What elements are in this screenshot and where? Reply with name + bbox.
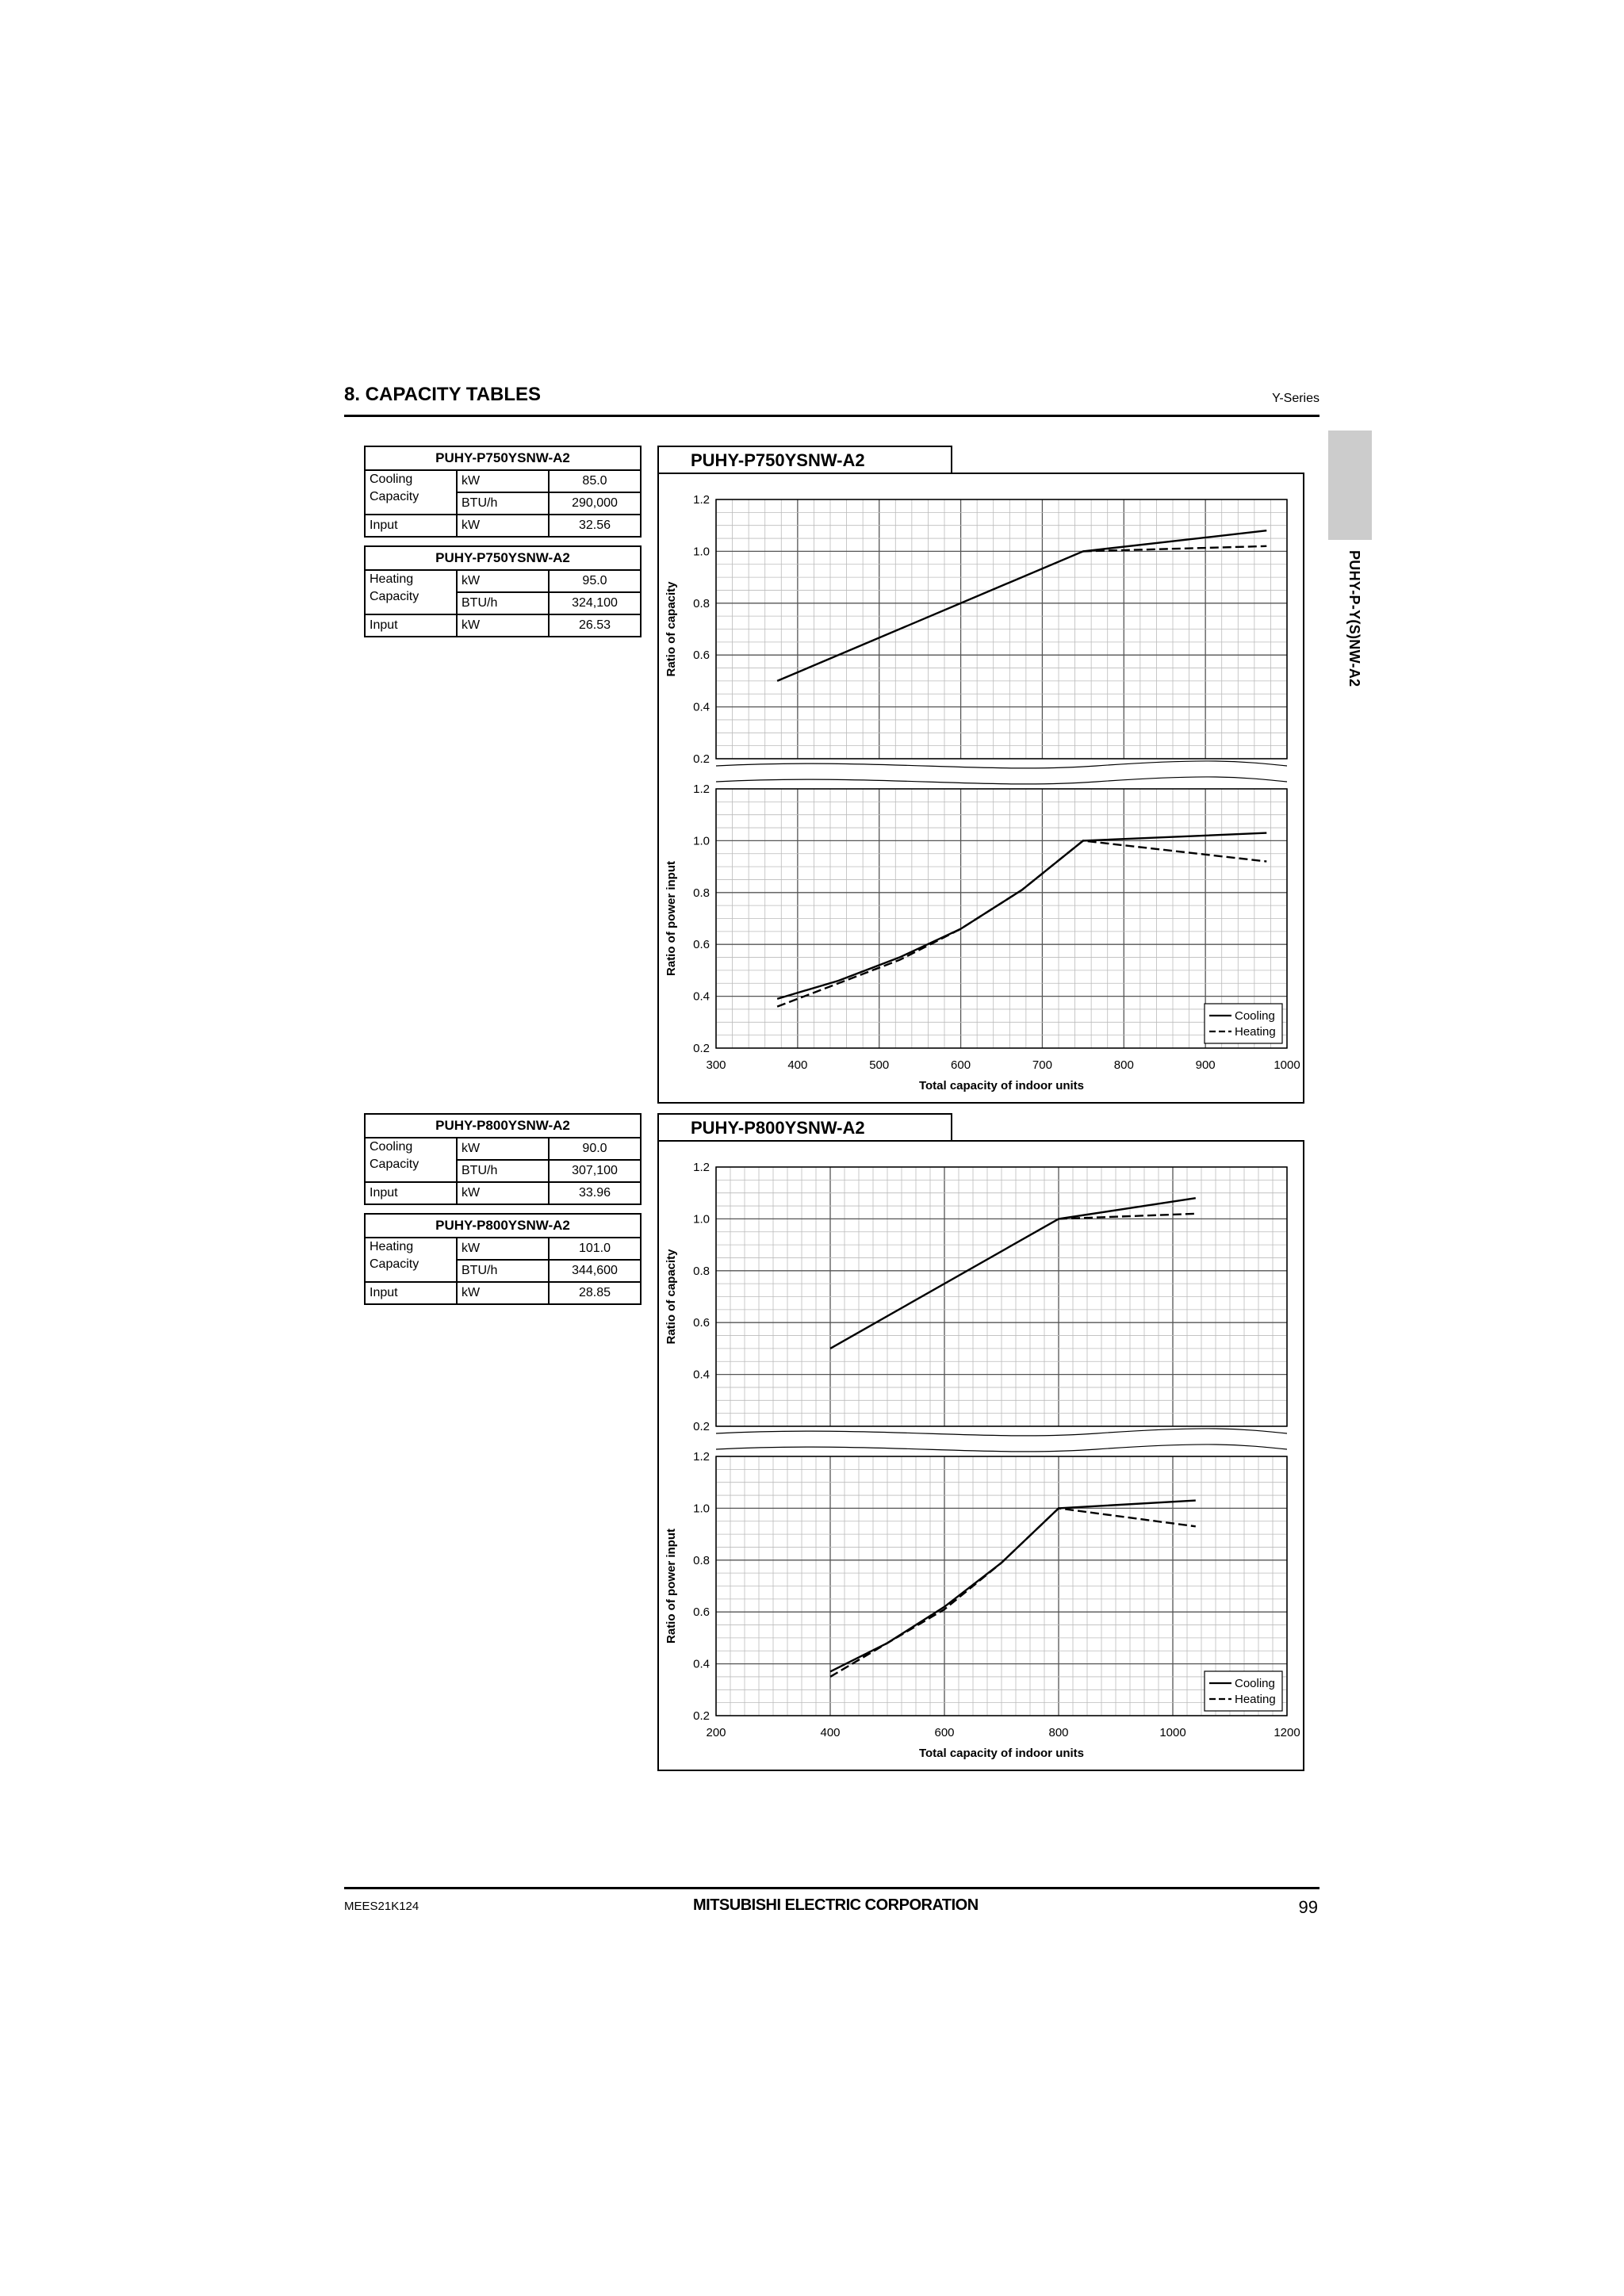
corporation-name: MITSUBISHI ELECTRIC CORPORATION (693, 1896, 979, 1914)
y-tick-label: 1.2 (693, 1450, 710, 1464)
series-line-heating (830, 1508, 1196, 1677)
spec-unit: BTU/h (457, 592, 549, 614)
spec-input-label: Input (365, 1282, 457, 1304)
x-tick-label: 400 (820, 1726, 841, 1739)
legend-label: Cooling (1235, 1677, 1275, 1690)
y-tick-label: 0.8 (693, 886, 710, 900)
y-tick-label: 0.2 (693, 1042, 710, 1055)
spec-capacity-kw: 85.0 (549, 470, 641, 492)
spec-input-label: Input (365, 614, 457, 637)
chart-title-tab-p800: PUHY-P800YSNW-A2 (657, 1113, 952, 1140)
x-tick-label: 600 (951, 1058, 971, 1072)
spec-table-p800-cooling (364, 1113, 642, 1205)
series-line-cooling (830, 1198, 1196, 1349)
y-tick-label: 1.2 (693, 493, 710, 507)
spec-unit: kW (457, 570, 549, 592)
y-axis-label: Ratio of capacity (665, 581, 678, 677)
spec-unit: kW (457, 470, 549, 492)
x-axis-label: Total capacity of indoor units (918, 1747, 1085, 1760)
y-tick-label: 1.0 (693, 1212, 710, 1226)
legend-label: Heating (1235, 1693, 1276, 1706)
x-tick-label: 1200 (1274, 1726, 1300, 1739)
series-line-heating (777, 840, 1266, 1006)
y-tick-label: 1.0 (693, 834, 710, 848)
spec-table-title: PUHY-P800YSNW-A2 (365, 1114, 641, 1138)
x-tick-label: 400 (787, 1058, 808, 1072)
spec-row-label: Heating Capacity (365, 570, 457, 614)
side-tab-label: PUHY-P-Y(S)NW-A2 (1346, 550, 1362, 687)
spec-unit: BTU/h (457, 1160, 549, 1182)
x-tick-label: 300 (706, 1058, 726, 1072)
x-tick-label: 700 (1032, 1058, 1052, 1072)
spec-input-kw: 28.85 (549, 1282, 641, 1304)
spec-capacity-kw: 101.0 (549, 1238, 641, 1260)
y-tick-label: 0.8 (693, 596, 710, 610)
spec-row-label: Heating Capacity (365, 1238, 457, 1282)
y-tick-label: 0.6 (693, 938, 710, 952)
y-tick-label: 1.2 (693, 783, 710, 796)
x-tick-label: 600 (934, 1726, 955, 1739)
y-tick-label: 1.0 (693, 545, 710, 559)
axis-break-line (716, 1429, 1287, 1436)
chart-title-tab-p750: PUHY-P750YSNW-A2 (657, 446, 952, 473)
y-axis-label: Ratio of power input (665, 861, 678, 976)
document-code: MEES21K124 (344, 1900, 419, 1913)
axis-break-line (716, 1445, 1287, 1452)
spec-table-p800-heating (364, 1213, 642, 1305)
page-number: 99 (1298, 1897, 1318, 1917)
y-axis-label: Ratio of capacity (665, 1249, 678, 1345)
spec-input-kw: 33.96 (549, 1182, 641, 1204)
axis-break-line (716, 777, 1287, 784)
x-tick-label: 500 (869, 1058, 890, 1072)
x-tick-label: 1000 (1274, 1058, 1300, 1072)
spec-row-label: Cooling Capacity (365, 1138, 457, 1182)
spec-unit: kW (457, 1138, 549, 1160)
spec-unit: kW (457, 1282, 549, 1304)
y-tick-label: 0.4 (693, 1368, 710, 1382)
chart-frame-p800 (657, 1140, 1304, 1771)
y-tick-label: 1.0 (693, 1502, 710, 1516)
chart-frame-p750 (657, 473, 1304, 1104)
spec-unit: kW (457, 614, 549, 637)
capacity-chart-p800 (659, 1142, 1303, 1770)
y-tick-label: 0.4 (693, 989, 710, 1004)
x-tick-label: 200 (706, 1726, 726, 1739)
spec-capacity-btu: 344,600 (549, 1260, 641, 1282)
spec-unit: kW (457, 1182, 549, 1204)
spec-row-label: Cooling Capacity (365, 470, 457, 515)
footer-divider (344, 1887, 1320, 1889)
x-tick-label: 800 (1048, 1726, 1069, 1739)
y-axis-label: Ratio of power input (665, 1529, 678, 1644)
x-axis-label: Total capacity of indoor units (918, 1079, 1085, 1093)
y-tick-label: 0.6 (693, 649, 710, 663)
y-tick-label: 0.2 (693, 1709, 710, 1723)
spec-unit: kW (457, 1238, 549, 1260)
axis-break-line (716, 761, 1287, 768)
side-tab-marker (1328, 430, 1372, 540)
x-tick-label: 900 (1195, 1058, 1216, 1072)
spec-table-p750-cooling (364, 446, 642, 538)
spec-capacity-kw: 90.0 (549, 1138, 641, 1160)
y-tick-label: 0.4 (693, 700, 710, 714)
spec-input-label: Input (365, 1182, 457, 1204)
x-tick-label: 800 (1113, 1058, 1134, 1072)
spec-unit: BTU/h (457, 1260, 549, 1282)
y-tick-label: 1.2 (693, 1161, 710, 1174)
spec-table-title: PUHY-P800YSNW-A2 (365, 1214, 641, 1238)
spec-unit: BTU/h (457, 492, 549, 515)
spec-input-label: Input (365, 515, 457, 537)
y-tick-label: 0.2 (693, 1420, 710, 1433)
spec-table-title: PUHY-P750YSNW-A2 (365, 446, 641, 470)
spec-capacity-btu: 307,100 (549, 1160, 641, 1182)
spec-table-title: PUHY-P750YSNW-A2 (365, 546, 641, 570)
series-label: Y-Series (1272, 392, 1320, 405)
series-line-cooling (777, 833, 1266, 999)
spec-capacity-btu: 324,100 (549, 592, 641, 614)
header-divider (344, 415, 1320, 417)
spec-input-kw: 32.56 (549, 515, 641, 537)
y-tick-label: 0.6 (693, 1316, 710, 1330)
spec-capacity-btu: 290,000 (549, 492, 641, 515)
y-tick-label: 0.2 (693, 752, 710, 766)
spec-input-kw: 26.53 (549, 614, 641, 637)
y-tick-label: 0.8 (693, 1553, 710, 1567)
legend-label: Heating (1235, 1025, 1276, 1039)
series-line-cooling (777, 530, 1266, 681)
spec-table-p750-heating (364, 545, 642, 637)
y-tick-label: 0.6 (693, 1605, 710, 1620)
x-tick-label: 1000 (1159, 1726, 1186, 1739)
y-tick-label: 0.8 (693, 1264, 710, 1278)
spec-capacity-kw: 95.0 (549, 570, 641, 592)
y-tick-label: 0.4 (693, 1657, 710, 1671)
page-title: 8. CAPACITY TABLES (344, 384, 542, 405)
legend-label: Cooling (1235, 1009, 1275, 1023)
capacity-chart-p750 (659, 474, 1303, 1102)
spec-unit: kW (457, 515, 549, 537)
